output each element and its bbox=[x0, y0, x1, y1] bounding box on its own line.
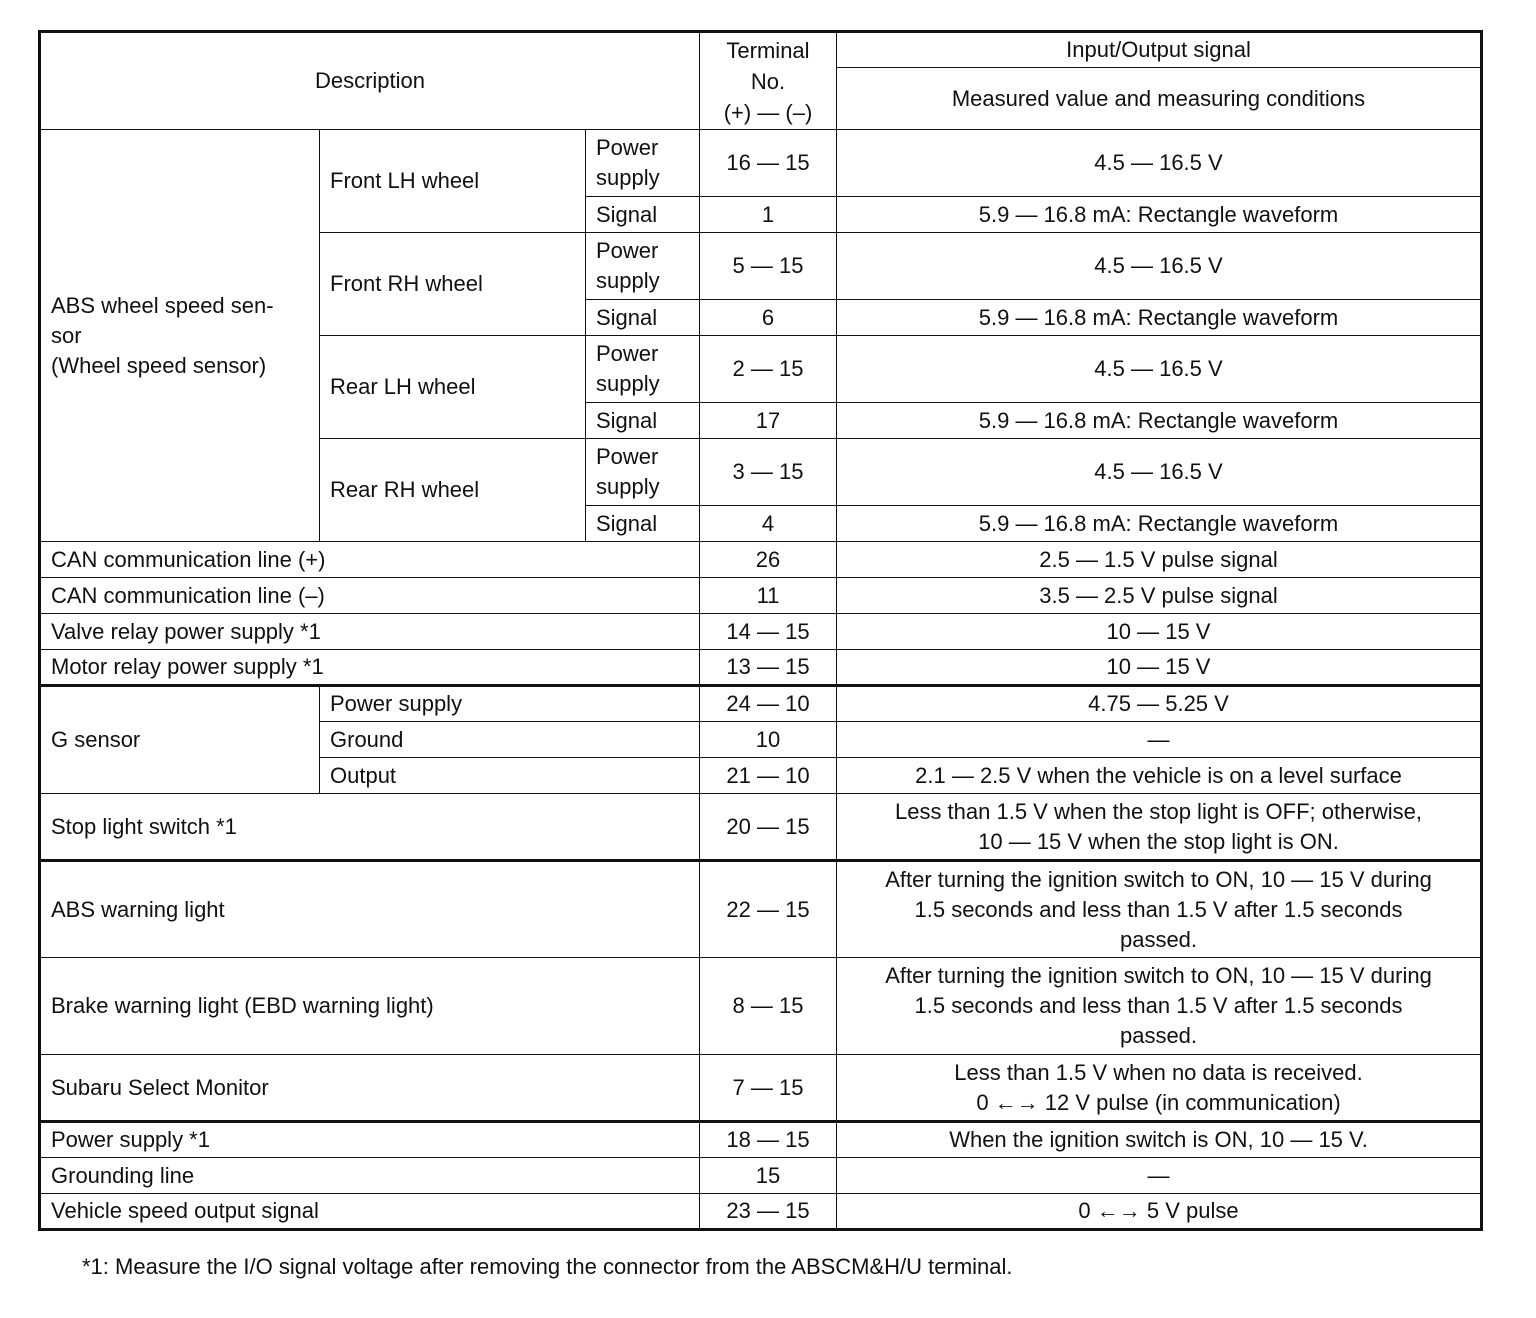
power-supply-label: Power supply bbox=[586, 130, 700, 197]
description-cell: CAN communication line (+) bbox=[40, 542, 700, 578]
power-supply-label: Power supply bbox=[586, 233, 700, 300]
table-row bbox=[40, 578, 1482, 614]
table-row bbox=[40, 958, 1482, 1055]
value-line: passed. bbox=[1119, 926, 1198, 952]
footnote: *1: Measure the I/O signal voltage after removing the connector from the ABSCM&H/U terminal. bbox=[82, 1254, 1013, 1279]
wheel-name: Rear LH wheel bbox=[320, 336, 586, 439]
value-line: 10 — 15 V when the stop light is ON. bbox=[978, 828, 1339, 854]
value-line: Less than 1.5 V when no data is received. bbox=[954, 1059, 1363, 1085]
table-row bbox=[40, 1122, 1482, 1158]
value-line: passed. bbox=[1119, 1023, 1198, 1048]
header-measured: Measured value and measuring conditions bbox=[837, 68, 1482, 130]
terminal-cell: 5 — 15 bbox=[700, 233, 837, 300]
signal-label: Signal bbox=[586, 403, 700, 439]
value-cell: 5.9 — 16.8 mA: Rectangle waveform bbox=[837, 506, 1482, 542]
terminal-cell: 18 — 15 bbox=[700, 1122, 837, 1158]
table-row bbox=[40, 542, 1482, 578]
description-cell: Subaru Select Monitor bbox=[40, 1055, 700, 1122]
value-cell bbox=[837, 958, 1482, 1055]
description-cell: ABS warning light bbox=[40, 861, 700, 958]
table-row bbox=[40, 1055, 1482, 1122]
abs-sensor-label bbox=[40, 130, 320, 542]
terminal-cell: 6 bbox=[700, 300, 837, 336]
wheel-name: Front RH wheel bbox=[320, 233, 586, 336]
value-cell: 2.1 — 2.5 V when the vehicle is on a level surface bbox=[837, 758, 1482, 794]
value-cell: 4.5 — 16.5 V bbox=[837, 336, 1482, 403]
terminal-cell: 11 bbox=[700, 578, 837, 614]
terminal-cell: 26 bbox=[700, 542, 837, 578]
signal-label: Signal bbox=[586, 506, 700, 542]
value-cell bbox=[837, 1055, 1482, 1122]
io-signal-table-sheet bbox=[38, 30, 1483, 1231]
signal-label: Signal bbox=[586, 300, 700, 336]
value-cell: 10 — 15 V bbox=[837, 650, 1482, 686]
value-cell: When the ignition switch is ON, 10 — 15 V. bbox=[837, 1122, 1482, 1158]
description-cell: CAN communication line (–) bbox=[40, 578, 700, 614]
header-row bbox=[40, 32, 1482, 68]
terminal-cell: 14 — 15 bbox=[700, 614, 837, 650]
terminal-cell: 4 bbox=[700, 506, 837, 542]
value-cell: 0 ←→ 5 V pulse bbox=[837, 1194, 1482, 1230]
value-line: After turning the ignition switch to ON, 10 — 15 V during bbox=[885, 963, 1432, 988]
table-row bbox=[40, 1158, 1482, 1194]
value-cell: 10 — 15 V bbox=[837, 614, 1482, 650]
wheel-name: Front LH wheel bbox=[320, 130, 586, 233]
abs-sensor-label-line2: sor bbox=[51, 322, 82, 348]
signal-label: Signal bbox=[586, 197, 700, 233]
g-sensor-item: Ground bbox=[320, 722, 700, 758]
wheel-name: Rear RH wheel bbox=[320, 439, 586, 542]
description-cell: Valve relay power supply *1 bbox=[40, 614, 700, 650]
value-cell: 4.5 — 16.5 V bbox=[837, 130, 1482, 197]
value-line: 0 ←→ 12 V pulse (in communication) bbox=[976, 1089, 1341, 1115]
table-row bbox=[40, 686, 1482, 722]
value-line: Less than 1.5 V when the stop light is OFF; otherwise, bbox=[894, 798, 1423, 824]
header-description: Description bbox=[40, 32, 700, 130]
value-cell: — bbox=[837, 722, 1482, 758]
terminal-cell: 15 bbox=[700, 1158, 837, 1194]
value-cell: 5.9 — 16.8 mA: Rectangle waveform bbox=[837, 300, 1482, 336]
terminal-cell: 24 — 10 bbox=[700, 686, 837, 722]
power-supply-label: Power supply bbox=[586, 336, 700, 403]
value-cell: — bbox=[837, 1158, 1482, 1194]
description-cell: Power supply *1 bbox=[40, 1122, 700, 1158]
power-supply-label: Power supply bbox=[586, 439, 700, 506]
header-terminal-line3: (+) — (–) bbox=[723, 99, 813, 125]
description-cell: Grounding line bbox=[40, 1158, 700, 1194]
io-signal-table bbox=[38, 30, 1483, 1231]
description-cell: Stop light switch *1 bbox=[40, 794, 700, 861]
abs-sensor-label-line3: (Wheel speed sensor) bbox=[51, 352, 267, 378]
value-cell: 5.9 — 16.8 mA: Rectangle waveform bbox=[837, 197, 1482, 233]
g-sensor-item: Output bbox=[320, 758, 700, 794]
value-cell: 5.9 — 16.8 mA: Rectangle waveform bbox=[837, 403, 1482, 439]
terminal-cell: 13 — 15 bbox=[700, 650, 837, 686]
terminal-cell: 2 — 15 bbox=[700, 336, 837, 403]
table-row bbox=[40, 650, 1482, 686]
header-terminal bbox=[700, 32, 837, 130]
description-cell: Motor relay power supply *1 bbox=[40, 650, 700, 686]
terminal-cell: 1 bbox=[700, 197, 837, 233]
value-cell: 3.5 — 2.5 V pulse signal bbox=[837, 578, 1482, 614]
terminal-cell: 22 — 15 bbox=[700, 861, 837, 958]
g-sensor-item: Power supply bbox=[320, 686, 700, 722]
value-cell: 4.5 — 16.5 V bbox=[837, 233, 1482, 300]
value-line: 1.5 seconds and less than 1.5 V after 1.5 seconds bbox=[914, 896, 1403, 922]
header-terminal-line2: No. bbox=[750, 68, 786, 94]
terminal-cell: 3 — 15 bbox=[700, 439, 837, 506]
value-cell bbox=[837, 861, 1482, 958]
value-cell bbox=[837, 794, 1482, 861]
description-cell: Vehicle speed output signal bbox=[40, 1194, 700, 1230]
terminal-cell: 10 bbox=[700, 722, 837, 758]
g-sensor-label: G sensor bbox=[40, 686, 320, 794]
description-cell: Brake warning light (EBD warning light) bbox=[40, 958, 700, 1055]
value-cell: 2.5 — 1.5 V pulse signal bbox=[837, 542, 1482, 578]
table-row bbox=[40, 861, 1482, 958]
value-cell: 4.75 — 5.25 V bbox=[837, 686, 1482, 722]
terminal-cell: 16 — 15 bbox=[700, 130, 837, 197]
header-io-signal: Input/Output signal bbox=[837, 32, 1482, 68]
table-row bbox=[40, 614, 1482, 650]
table-row bbox=[40, 794, 1482, 861]
table-row bbox=[40, 1194, 1482, 1230]
terminal-cell: 20 — 15 bbox=[700, 794, 837, 861]
terminal-cell: 17 bbox=[700, 403, 837, 439]
header-terminal-line1: Terminal bbox=[726, 37, 810, 63]
terminal-cell: 21 — 10 bbox=[700, 758, 837, 794]
terminal-cell: 7 — 15 bbox=[700, 1055, 837, 1122]
abs-sensor-label-line1: ABS wheel speed sen- bbox=[51, 292, 274, 318]
table-row bbox=[40, 130, 1482, 197]
value-cell: 4.5 — 16.5 V bbox=[837, 439, 1482, 506]
value-line: After turning the ignition switch to ON, 10 — 15 V during bbox=[885, 866, 1432, 892]
terminal-cell: 23 — 15 bbox=[700, 1194, 837, 1230]
terminal-cell: 8 — 15 bbox=[700, 958, 837, 1055]
value-line: 1.5 seconds and less than 1.5 V after 1.5 seconds bbox=[914, 993, 1403, 1018]
